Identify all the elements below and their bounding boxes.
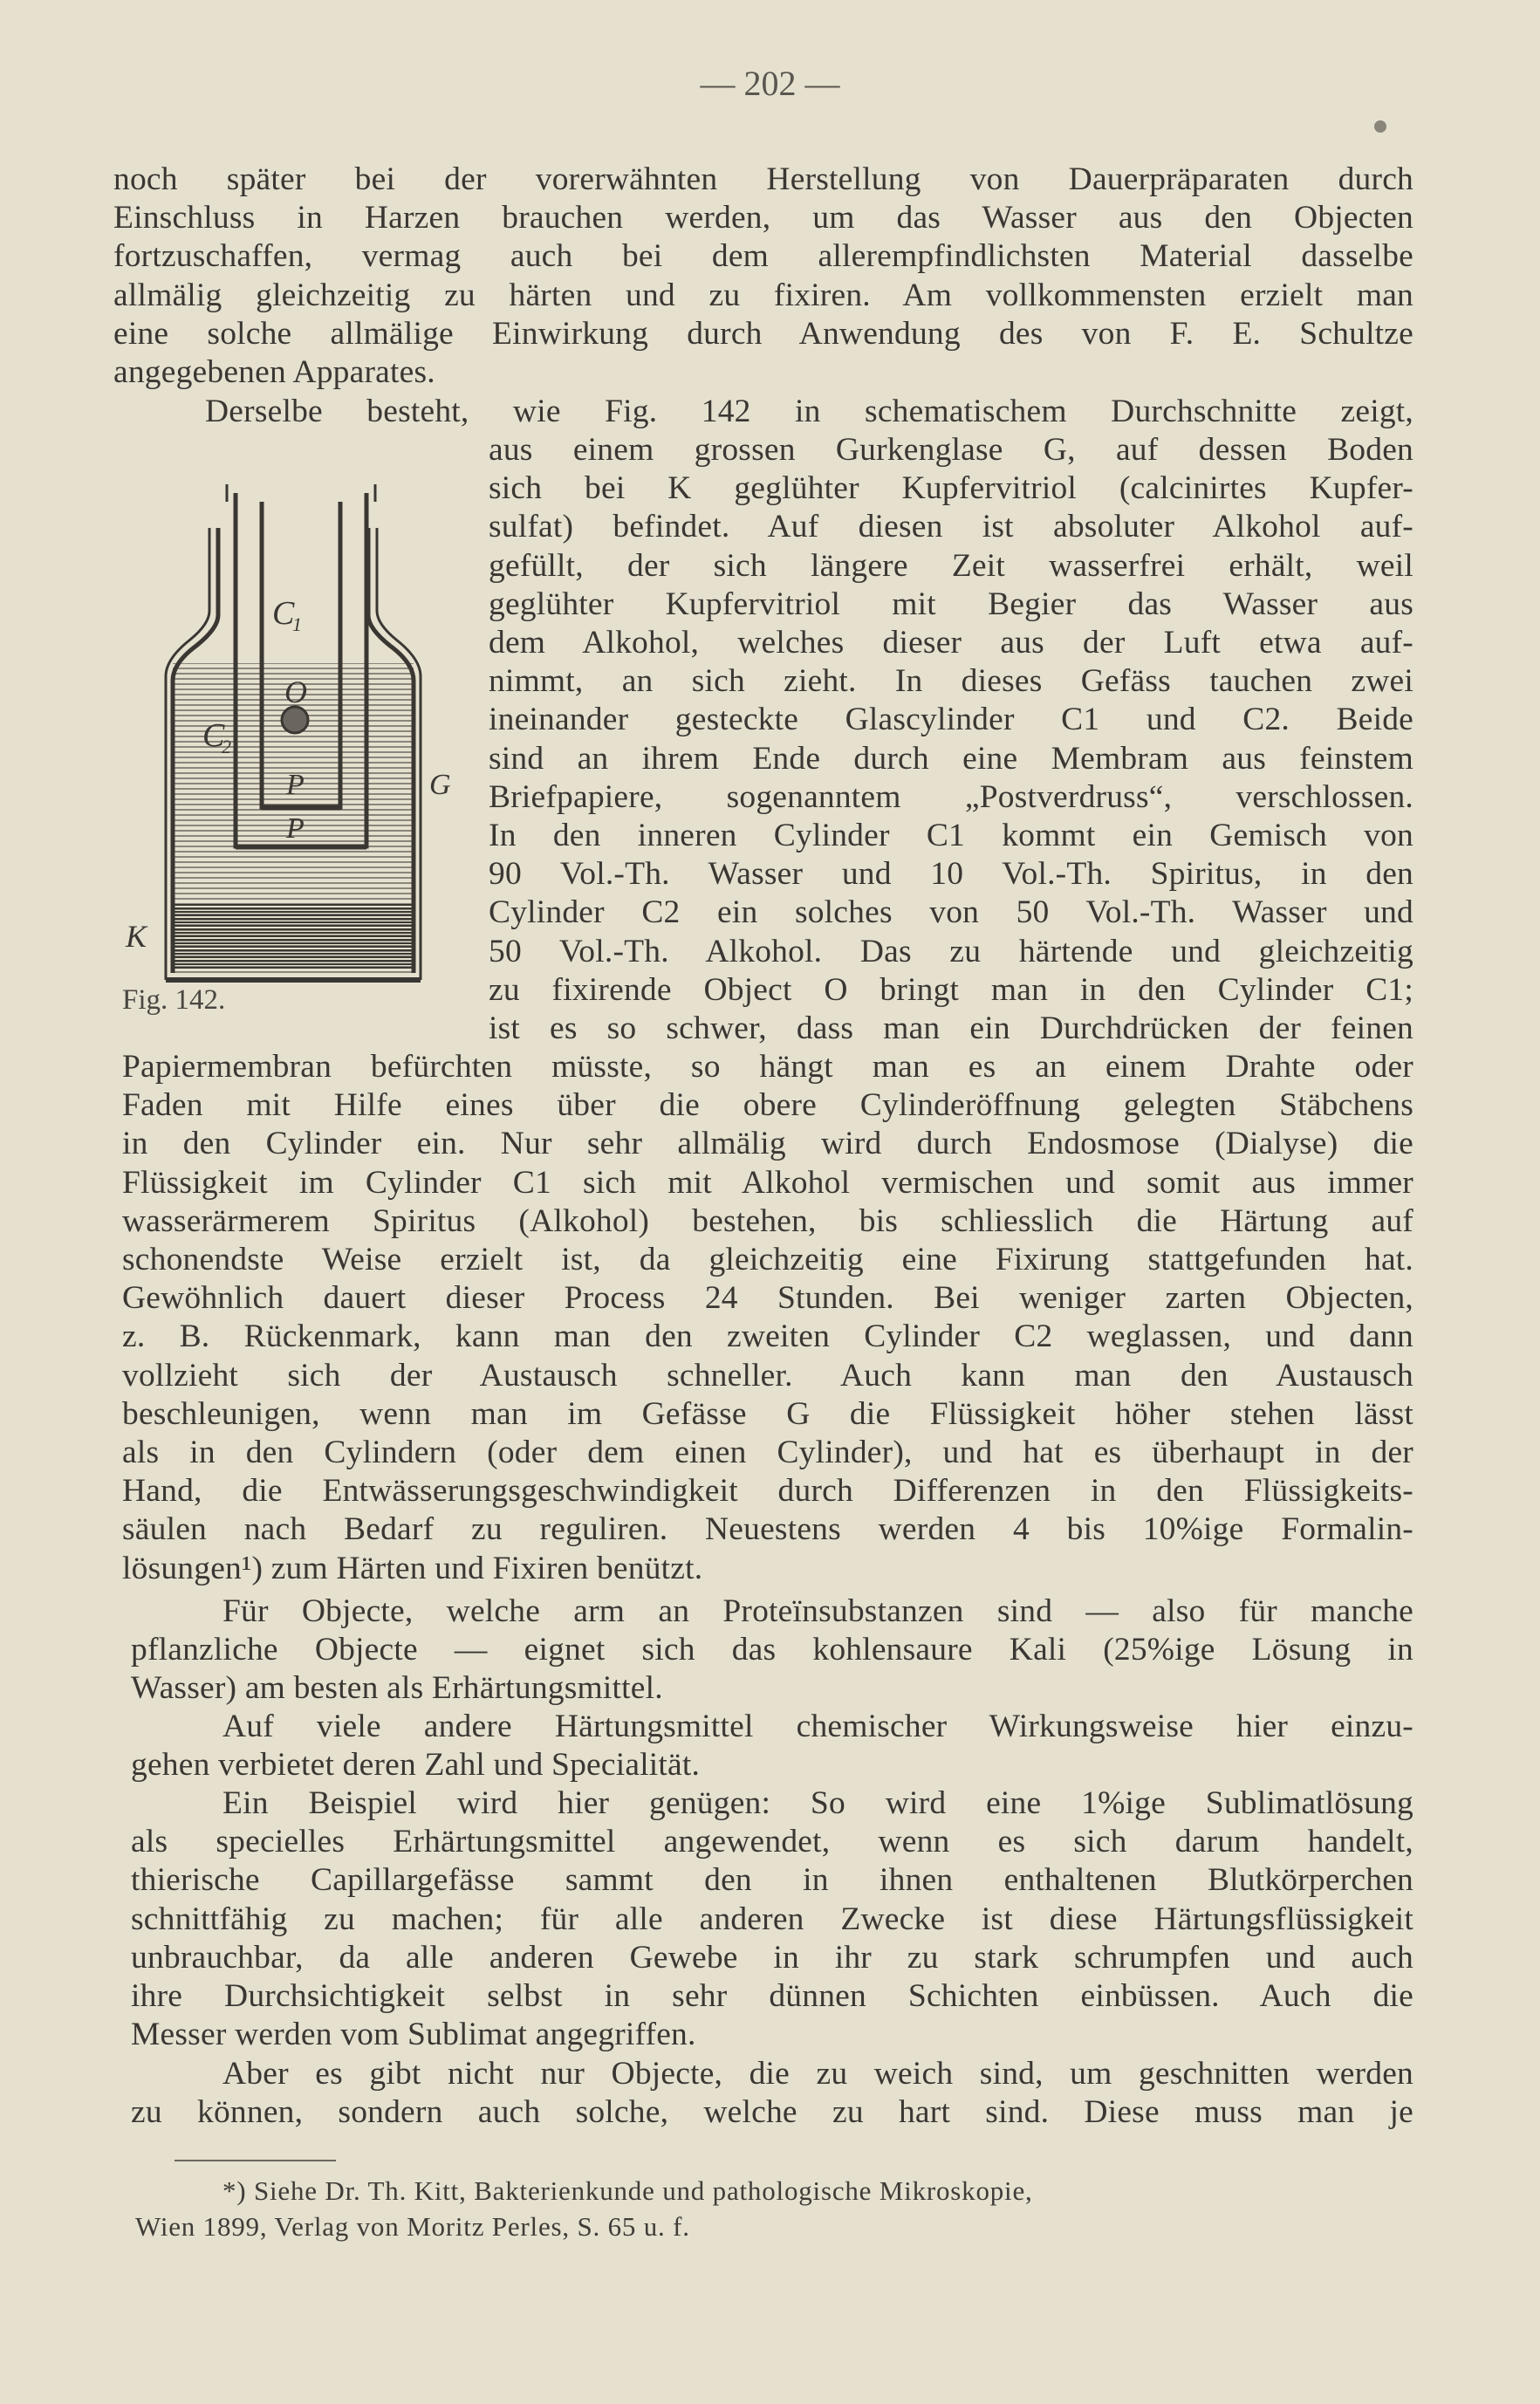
text-line: säulen nach Bedarf zu reguliren. Neuestens werden 4 bis 10%ige Formalin- [122,1511,1413,1548]
footnote-line: Wien 1899, Verlag von Moritz Perles, S. 65 u. f. [135,2211,690,2242]
text-line: Einschluss in Harzen brauchen werden, um das Wasser aus den Objecten [113,200,1413,236]
label-c1-subscript: 1 [292,613,302,635]
paragraph-5 [131,1784,1413,2054]
ink-smudge [1374,120,1386,133]
text-line: Briefpapiere, sogenanntem „Postverdruss“, verschlossen. [489,778,1413,815]
text-line: sulfat) befindet. Auf diesen ist absoluter Alkohol auf- [489,509,1413,545]
text-line: als in den Cylindern (oder dem einen Cylinder), und hat es überhaupt in der [122,1435,1413,1471]
text-line: thierische Capillargefässe sammt den in ihnen enthaltenen Blutkörperchen [131,1862,1413,1899]
paragraph-2-side [489,431,1413,1048]
text-line: als specielles Erhärtungsmittel angewendet, wenn es sich darum handelt, [131,1824,1413,1860]
text-line: nimmt, an sich zieht. In dieses Gefäss tauchen zwei [489,663,1413,700]
text-line: Gewöhnlich dauert dieser Process 24 Stunden. Bei weniger zarten Objecten, [122,1280,1413,1317]
text-line: eine solche allmälige Einwirkung durch Anwendung des von F. E. Schultze [113,315,1413,352]
text-line: 50 Vol.-Th. Alkohol. Das zu härtende und gleichzeitig [489,933,1413,969]
text-line: Hand, die Entwässerungsgeschwindigkeit durch Differenzen in den Flüssigkeits- [122,1473,1413,1510]
paragraph-4 [131,1708,1413,1784]
text-line: unbrauchbar, da alle anderen Gewebe in ihr zu stark schrumpfen und auch [131,1939,1413,1976]
text-line: Papiermembran befürchten müsste, so hängt man es an einem Drahte oder [122,1049,1413,1085]
text-line: sich bei K geglühter Kupfervitriol (calcinirtes Kupfer- [489,470,1413,507]
text-line: Für Objecte, welche arm an Proteïnsubstanzen sind — also für manche [222,1593,1413,1629]
object-o [282,707,308,733]
paragraph-6 [131,2055,1413,2132]
label-p-inner: P [286,769,305,801]
paragraph-2-first-line [205,393,1413,431]
label-c1: C [272,595,295,632]
text-line: schnittfähig zu machen; für alle anderen Zwecke ist diese Härtungsflüssigkeit [131,1901,1413,1937]
text-line: lösungen¹) zum Härten und Fixiren benützt. [122,1550,703,1586]
text-line: Derselbe besteht, wie Fig. 142 in schematischem Durchschnitte zeigt, [205,394,1413,429]
text-line: Aber es gibt nicht nur Objecte, die zu weich sind, um geschnitten werden [222,2056,1413,2092]
apparatus-diagram [122,467,471,1025]
text-line: schonendste Weise erzielt ist, da gleichzeitig eine Fixirung stattgefunden hat. [122,1242,1413,1278]
text-line: gehen verbietet deren Zahl und Specialität. [131,1747,701,1784]
text-line: 90 Vol.-Th. Wasser und 10 Vol.-Th. Spiritus, in den [489,856,1413,893]
text-line: pflanzliche Objecte — eignet sich das kohlensaure Kali (25%ige Lösung in [131,1632,1413,1668]
copper-sulfate-layer [173,903,414,969]
text-line: angegebenen Apparates. [113,354,435,391]
page-number: — 202 — [700,64,840,103]
text-line: beschleunigen, wenn man im Gefässe G die Flüssigkeit höher stehen lässt [122,1395,1413,1432]
text-line: Cylinder C2 ein solches von 50 Vol.-Th. Wasser und [489,894,1413,931]
text-line: ihre Durchsichtigkeit selbst in sehr dünnen Schichten einbüssen. Auch die [131,1978,1413,2015]
text-line: noch später bei der vorerwähnten Herstellung von Dauerpräparaten durch [113,161,1413,197]
text-line: Wasser) am besten als Erhärtungsmittel. [131,1670,663,1707]
text-line: Faden mit Hilfe eines über die obere Cylinderöffnung gelegten Stäbchens [122,1087,1413,1124]
paragraph-1 [113,161,1413,392]
text-line: geglühter Kupfervitriol mit Begier das Wasser aus [489,586,1413,622]
figure-caption: Fig. 142. [122,984,226,1016]
label-p-outer: P [286,812,305,845]
label-k: K [126,919,147,954]
text-line: allmälig gleichzeitig zu härten und zu fixiren. Am vollkommensten erzielt man [113,277,1413,313]
text-line: gefüllt, der sich längere Zeit wasserfrei erhält, weil [489,547,1413,584]
text-line: aus einem grossen Gurkenglase G, auf dessen Boden [489,432,1413,468]
text-line: sind an ihrem Ende durch eine Membram aus feinstem [489,740,1413,777]
text-line: Auf viele andere Härtungsmittel chemischer Wirkungsweise hier einzu- [222,1709,1413,1744]
text-line: Ein Beispiel wird hier genügen: So wird eine 1%ige Sublimatlösung [222,1785,1413,1821]
label-c2: C [202,717,225,754]
text-line: Flüssigkeit im Cylinder C1 sich mit Alkohol vermischen und somit aus immer [122,1164,1413,1201]
text-line: wasserärmerem Spiritus (Alkohol) bestehen, bis schliesslich die Härtung auf [122,1202,1413,1239]
paragraph-3 [131,1592,1413,1709]
text-line: z. B. Rückenmark, kann man den zweiten Cylinder C2 weglassen, und dann [122,1318,1413,1355]
text-line: fortzuschaffen, vermag auch bei dem allerempfindlichsten Material dasselbe [113,238,1413,275]
label-g: G [429,769,451,801]
text-line: ist es so schwer, dass man ein Durchdrücken der feinen [489,1010,1413,1047]
footnote-rule [175,2160,336,2161]
figure-142-apparatus [122,467,471,1025]
text-line: dem Alkohol, welches dieser aus der Luft etwa auf- [489,625,1413,661]
label-o: O [284,675,307,709]
text-line: zu fixirende Object O bringt man in den Cylinder C1; [489,971,1413,1008]
text-line: ineinander gesteckte Glascylinder C1 und C2. Beide [489,702,1413,738]
text-line: Messer werden vom Sublimat angegriffen. [131,2017,696,2053]
footnote [135,2173,1418,2244]
footnote-line: *) Siehe Dr. Th. Kitt, Bakterienkunde und pathologische Mikroskopie, [222,2175,1033,2206]
paragraph-2-rest [122,1048,1413,1588]
text-line: zu können, sondern auch solche, welche zu hart sind. Diese muss man je [131,2094,1413,2131]
text-line: in den Cylinder ein. Nur sehr allmälig wird durch Endosmose (Dialyse) die [122,1126,1413,1162]
text-line: In den inneren Cylinder C1 kommt ein Gemisch von [489,818,1413,854]
label-c2-subscript: 2 [222,736,231,757]
text-line: vollzieht sich der Austausch schneller. Auch kann man den Austausch [122,1357,1413,1394]
